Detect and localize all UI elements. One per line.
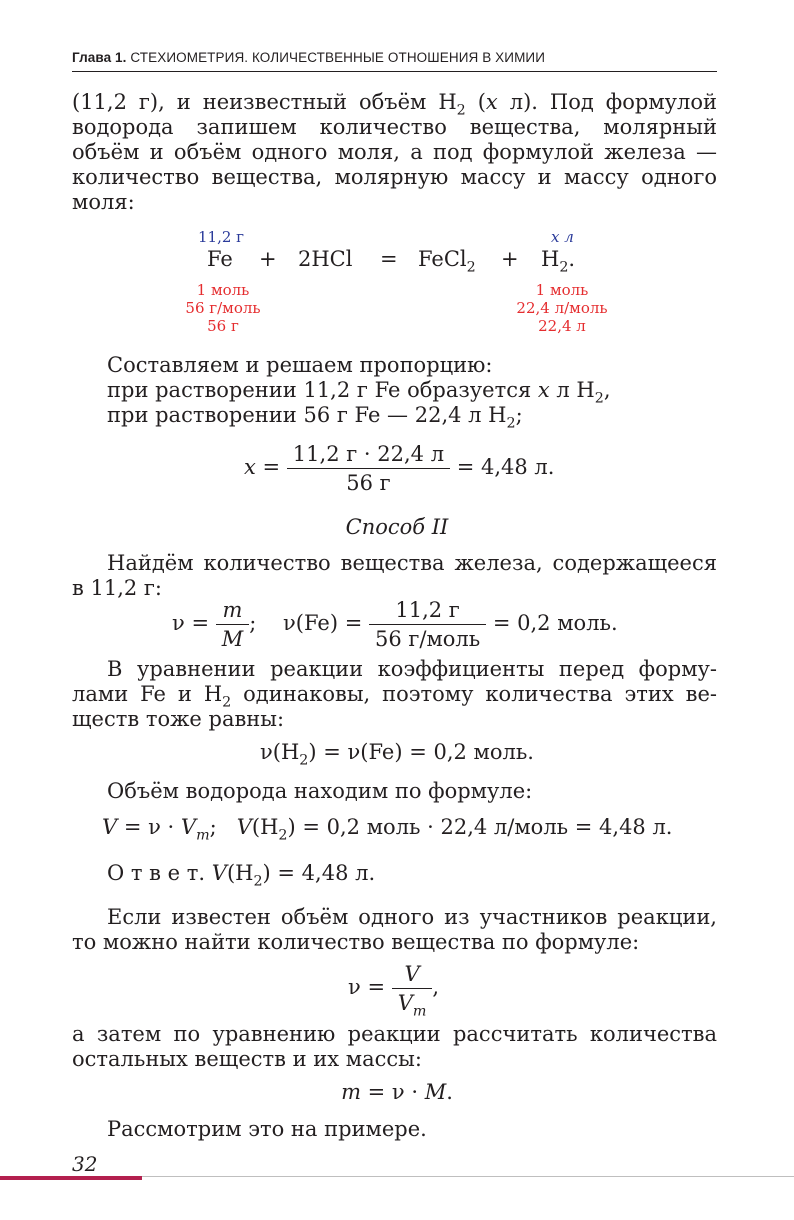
running-header [72,50,717,65]
reaction-hcl: 2HCl [298,247,353,271]
known-line-2: то можно найти количество вещества по формуле: [72,930,640,954]
find-line-1: Найдём количество вещества железа, содержащееся [107,551,717,575]
fraction-x: $\frac{11,2 г \cdot 22,4 л}{56 г}$ [287,442,450,495]
find-line-2: в 11,2 г: [72,576,163,600]
formula-x: x = $\frac{11,2 г \cdot 22,4 л}{56 г}$ = 4,48 л. [244,442,555,495]
chapter-title: СТЕХИОМЕТРИЯ. КОЛИЧЕСТВЕННЫЕ ОТНОШЕНИЯ В ХИМИИ [130,50,546,65]
h2-below-3: 22,4 л [538,317,586,335]
proportion-line-3: при растворении 56 г Fe — 22,4 л $H_2$; [107,403,523,432]
fe-below-3: 56 г [207,317,239,335]
header-rule [72,71,717,72]
example-line: Рассмотрим это на примере. [107,1117,427,1141]
h2-below-1: 1 моль [535,281,589,299]
coef-line-3: ществ тоже равны: [72,707,285,731]
fraction-v-over-vm: $\frac{V}{V_m}$ [392,962,433,1015]
intro-line-3: объём и объём одного моля, а под формулой железа — [72,140,717,164]
formula-nu-h2: $\nu(H_2) = \nu(Fe) = 0,2$ моль. [260,740,534,769]
intro-line-5: моля: [72,190,135,214]
coef-line-2: лами Fe и $H_2$ одинаковы, поэтому количества этих ве- [72,682,717,711]
reaction-plus-2: + [501,247,519,271]
h2-below-2: 22,4 л/моль [516,299,608,317]
intro-line-4: количество вещества, молярную массу и массу одного [72,165,717,189]
volume-line-1: Объём водорода находим по формуле: [107,779,533,803]
known-line-1: Если известен объём одного из участников реакции, [107,905,717,929]
reaction-h2: $H_2$. [541,247,576,276]
formula-volume: $V = \nu \cdot V_m$; $V(H_2) = 0,2$ моль · 22,4 л/моль = 4,48 л. [102,815,673,844]
reaction-equals: = [380,247,398,271]
intro-line-2: водорода запишем количество вещества, молярный [72,115,717,139]
formula-nu-fe: ν = $\frac{m}{M}$ ; ν(Fe) = $\frac{11,2 г}{\text{56 г/моль}}$ = 0,2 моль. [172,598,618,651]
fraction-fe-amount: $\frac{11,2 г}{\text{56 г/моль}}$ [369,598,486,651]
page-number: 32 [72,1152,98,1176]
proportion-line-2: при растворении 11,2 г Fe образуется x л $H_2$, [107,378,611,407]
fraction-m-over-M: $\frac{m}{M}$ [216,598,250,651]
answer-line: О т в е т. $V(H_2) = 4,48$ л. [107,861,376,890]
coef-line-1: В уравнении реакции коэффициенты перед форму- [107,657,717,681]
fe-below-2: 56 г/моль [185,299,261,317]
chapter-label: Глава 1. [72,50,127,65]
reaction-plus-1: + [259,247,277,271]
fe-below-1: 1 моль [196,281,250,299]
reaction-fecl2: FeCl$_2$ [418,247,476,276]
method-2-title: Способ II [345,515,449,539]
proportion-line-1: Составляем и решаем пропорцию: [107,353,493,377]
intro-line-1: (11,2 г), и неизвестный объём $H_2$ (x л). Под формулой [72,90,717,119]
formula-nu-v: ν = $\frac{V}{V_m}$ , [348,962,440,1020]
then-line-2: остальных веществ и их массы: [72,1047,422,1071]
then-line-1: а затем по уравнению реакции рассчитать количества [72,1022,717,1046]
h2-volume-unknown: x л [551,228,574,246]
footer-rule [142,1176,794,1177]
footer-accent-bar [0,1176,142,1180]
fe-mass-given: 11,2 г [198,228,245,246]
formula-mass: m = ν · M. [341,1080,453,1104]
reaction-fe: Fe [207,247,233,271]
